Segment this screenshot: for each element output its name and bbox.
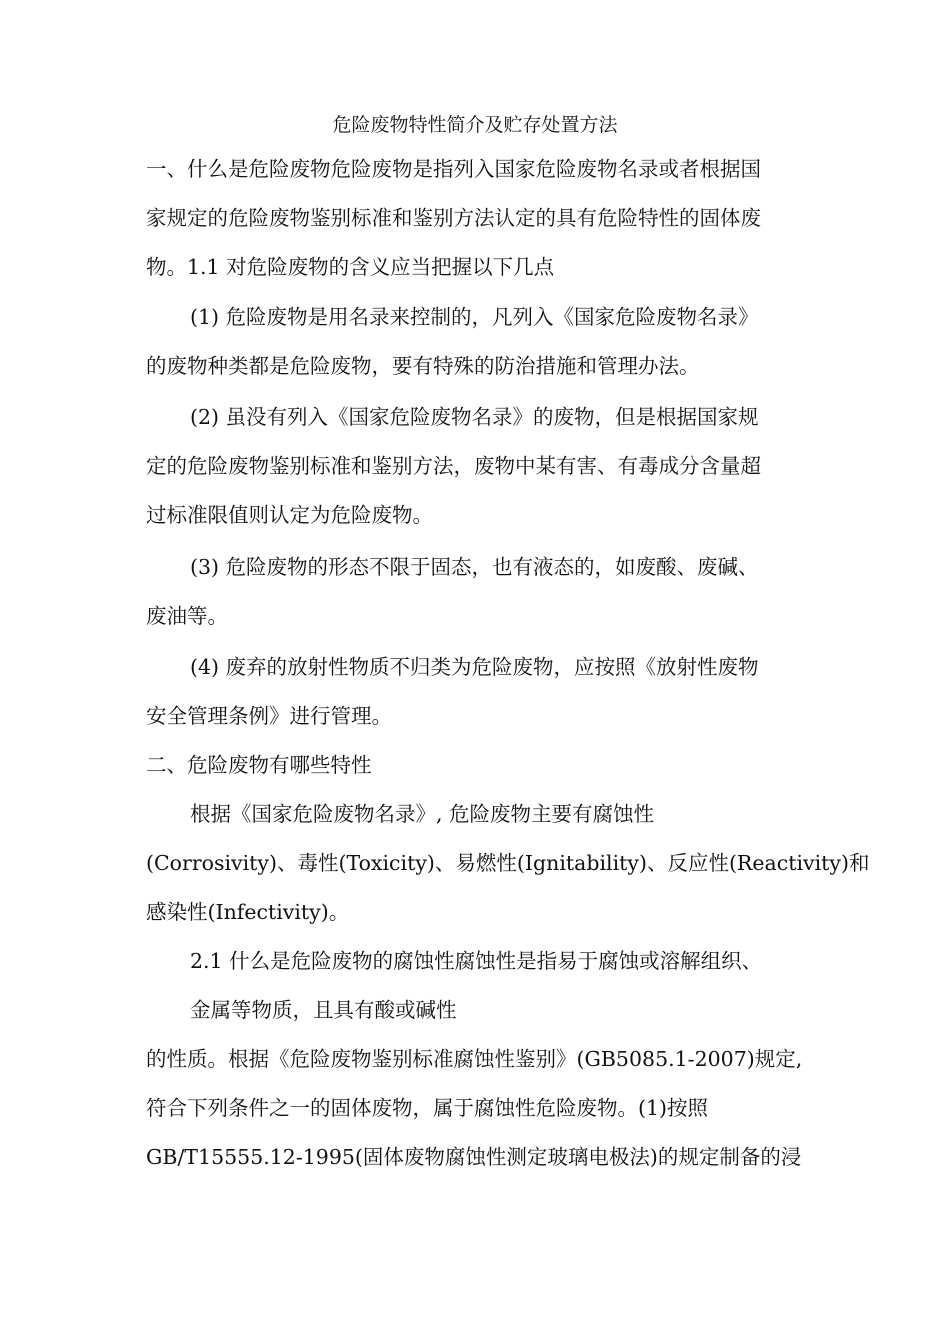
paragraph-line: GB/T15555.12-1995(固体废物腐蚀性测定玻璃电极法)的规定制备的浸 [146, 1145, 802, 1169]
paragraph-line: (3) 危险废物的形态不限于固态，也有液态的，如废酸、废碱、 [190, 555, 759, 579]
section-heading: 二、危险废物有哪些特性 [146, 753, 372, 777]
paragraph-line: (2) 虽没有列入《国家危险废物名录》的废物，但是根据国家规 [190, 405, 759, 429]
paragraph-line: 的性质。根据《危险废物鉴别标准腐蚀性鉴别》(GB5085.1-2007)规定, [146, 1047, 803, 1071]
paragraph-line: (Corrosivity)、毒性(Toxicity)、易燃性(Ignitability)、反应性(Reactivity)和 [146, 851, 870, 875]
paragraph-line: 过标准限值则认定为危险废物。 [146, 503, 433, 527]
paragraph-line: 的废物种类都是危险废物，要有特殊的防治措施和管理办法。 [146, 354, 700, 378]
paragraph-line: 2.1 什么是危险废物的腐蚀性腐蚀性是指易于腐蚀或溶解组织、 [190, 949, 763, 973]
paragraph-line: 家规定的危险废物鉴别标准和鉴别方法认定的具有危险特性的固体废 [146, 206, 761, 230]
paragraph-line: 安全管理条例》进行管理。 [146, 704, 392, 728]
paragraph-line: 一、什么是危险废物危险废物是指列入国家危险废物名录或者根据国 [146, 157, 761, 181]
paragraph-line: 根据《国家危险废物名录》, 危险废物主要有腐蚀性 [190, 802, 655, 826]
paragraph-line: 金属等物质，且具有酸或碱性 [190, 998, 457, 1022]
document-title: 危险废物特性简介及贮存处置方法 [332, 114, 618, 136]
paragraph-line: (4) 废弃的放射性物质不归类为危险废物，应按照《放射性废物 [190, 655, 759, 679]
paragraph-line: 符合下列条件之一的固体废物，属于腐蚀性危险废物。(1)按照 [146, 1096, 709, 1120]
paragraph-line: 定的危险废物鉴别标准和鉴别方法，废物中某有害、有毒成分含量超 [146, 454, 761, 478]
paragraph-line: 感染性(Infectivity)。 [146, 900, 350, 924]
paragraph-line: (1) 危险废物是用名录来控制的，凡列入《国家危险废物名录》 [190, 305, 759, 329]
paragraph-line: 废油等。 [146, 604, 228, 628]
paragraph-line: 物。1.1 对危险废物的含义应当把握以下几点 [146, 255, 555, 279]
